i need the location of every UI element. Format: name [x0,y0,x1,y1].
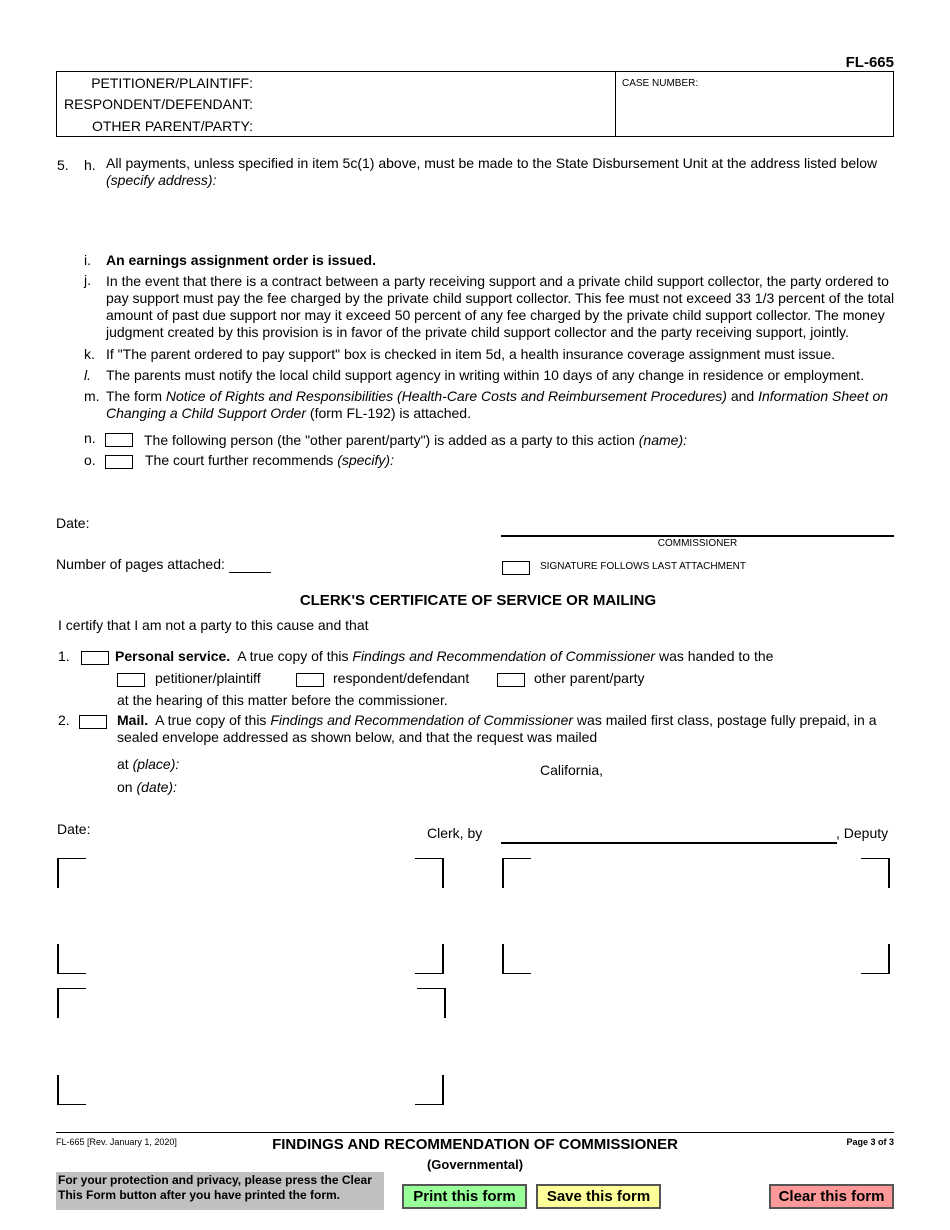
item-k-text: If "The parent ordered to pay support" box is checked in item 5d, a health insurance coverage assignment must issue. [106,346,836,362]
item-l-text: The parents must notify the local child support agency in writing within 10 days of any change in residence or employment. [106,367,864,383]
footer-rule [56,1132,894,1133]
at-place-label: at (place): [117,756,180,772]
item-j-text: In the event that there is a contract between a party receiving support and a private child support collector, the party ordered to pay support must pay the fee charged by the private child support collector. This fee must not exceed 33 1/3 percent of the total amount of past due support nor may it exceed 50 percent of any fee charged by the private child support collector. The money judgment created by this provision is in favor of the private child support collector and the party receiving support, jointly. [106,273,895,340]
item-l-letter: l. [84,367,91,383]
item-h-text: All payments, unless specified in item 5c(1) above, must be made to the State Disbursement Unit at the address listed below (specify address): [106,155,878,188]
caption-box [56,71,894,137]
item-m-text: The form Notice of Rights and Responsibilities (Health-Care Costs and Reimbursement Procedures) and Information Sheet on Changing a Child Support Order (form FL-192) is attached. [106,388,889,421]
clerk-intro: I certify that I am not a party to this cause and that [58,617,369,633]
clerk-item-2-number: 2. [58,712,70,728]
item-n-text: The following person (the "other parent/party") is added as a party to this action (name): [144,432,687,448]
item-i-letter: i. [84,252,91,268]
item-o-checkbox[interactable] [105,455,133,469]
case-number-label: CASE NUMBER: [622,78,699,89]
clerk-item-1-number: 1. [58,648,70,664]
petitioner-label: PETITIONER/PLAINTIFF: [91,75,253,91]
petitioner-checkbox[interactable] [117,673,145,687]
item-h-letter: h. [84,157,96,173]
item-n-checkbox[interactable] [105,433,133,447]
footer-title: FINDINGS AND RECOMMENDATION OF COMMISSIONER [272,1136,678,1153]
petitioner-option-label: petitioner/plaintiff [155,670,261,686]
item-m-letter: m. [84,388,100,404]
privacy-notice: For your protection and privacy, please press the Clear This Form button after you have printed the form. [56,1172,384,1210]
other-parent-option-label: other parent/party [534,670,645,686]
print-form-button[interactable]: Print this form [402,1184,527,1209]
item-o-text: The court further recommends (specify): [145,452,394,468]
hearing-text: at the hearing of this matter before the commissioner. [117,692,448,708]
on-date-label: on (date): [117,779,177,795]
signature-follows-checkbox[interactable] [502,561,530,575]
other-parent-checkbox[interactable] [497,673,525,687]
respondent-label: RESPONDENT/DEFENDANT: [63,96,253,112]
item-i-text: An earnings assignment order is issued. [106,252,376,268]
mail-text: Mail. A true copy of this Findings and Recommendation of Commissioner was mailed first class, postage fully prepaid, in a sealed envelope addressed as shown below, and that the request was mailed [117,712,877,745]
form-id: FL-665 [845,54,894,71]
date-label: Date: [56,515,90,531]
mail-checkbox[interactable] [79,715,107,729]
commissioner-signature-line[interactable] [501,535,894,537]
item-o-letter: o. [84,452,96,468]
california-label: California, [540,762,604,778]
item-n-letter: n. [84,430,96,446]
respondent-checkbox[interactable] [296,673,324,687]
footer-subtitle: (Governmental) [426,1157,524,1172]
signature-follows-label: SIGNATURE FOLLOWS LAST ATTACHMENT [540,561,746,572]
personal-service-text: Personal service. A true copy of this Findings and Recommendation of Commissioner was handed to the [115,648,774,664]
clerk-date-label: Date: [57,821,91,837]
clerk-by-label: Clerk, by [427,825,483,841]
item-5-number: 5. [57,157,69,173]
pages-attached-label: Number of pages attached: [56,556,225,572]
revision-label: FL-665 [Rev. January 1, 2020] [56,1137,177,1147]
clear-form-button[interactable]: Clear this form [769,1184,894,1209]
deputy-label: , Deputy [836,825,889,841]
item-j-letter: j. [84,272,91,288]
other-parent-label: OTHER PARENT/PARTY: [91,118,253,134]
item-k-letter: k. [84,346,95,362]
pages-attached-field[interactable] [229,572,271,573]
save-form-button[interactable]: Save this form [536,1184,661,1209]
commissioner-label: COMMISSIONER [657,538,738,549]
clerk-certificate-title: CLERK'S CERTIFICATE OF SERVICE OR MAILING [299,592,657,609]
personal-service-checkbox[interactable] [81,651,109,665]
page-number: Page 3 of 3 [846,1137,894,1147]
respondent-option-label: respondent/defendant [333,670,470,686]
clerk-signature-line[interactable] [501,842,837,844]
